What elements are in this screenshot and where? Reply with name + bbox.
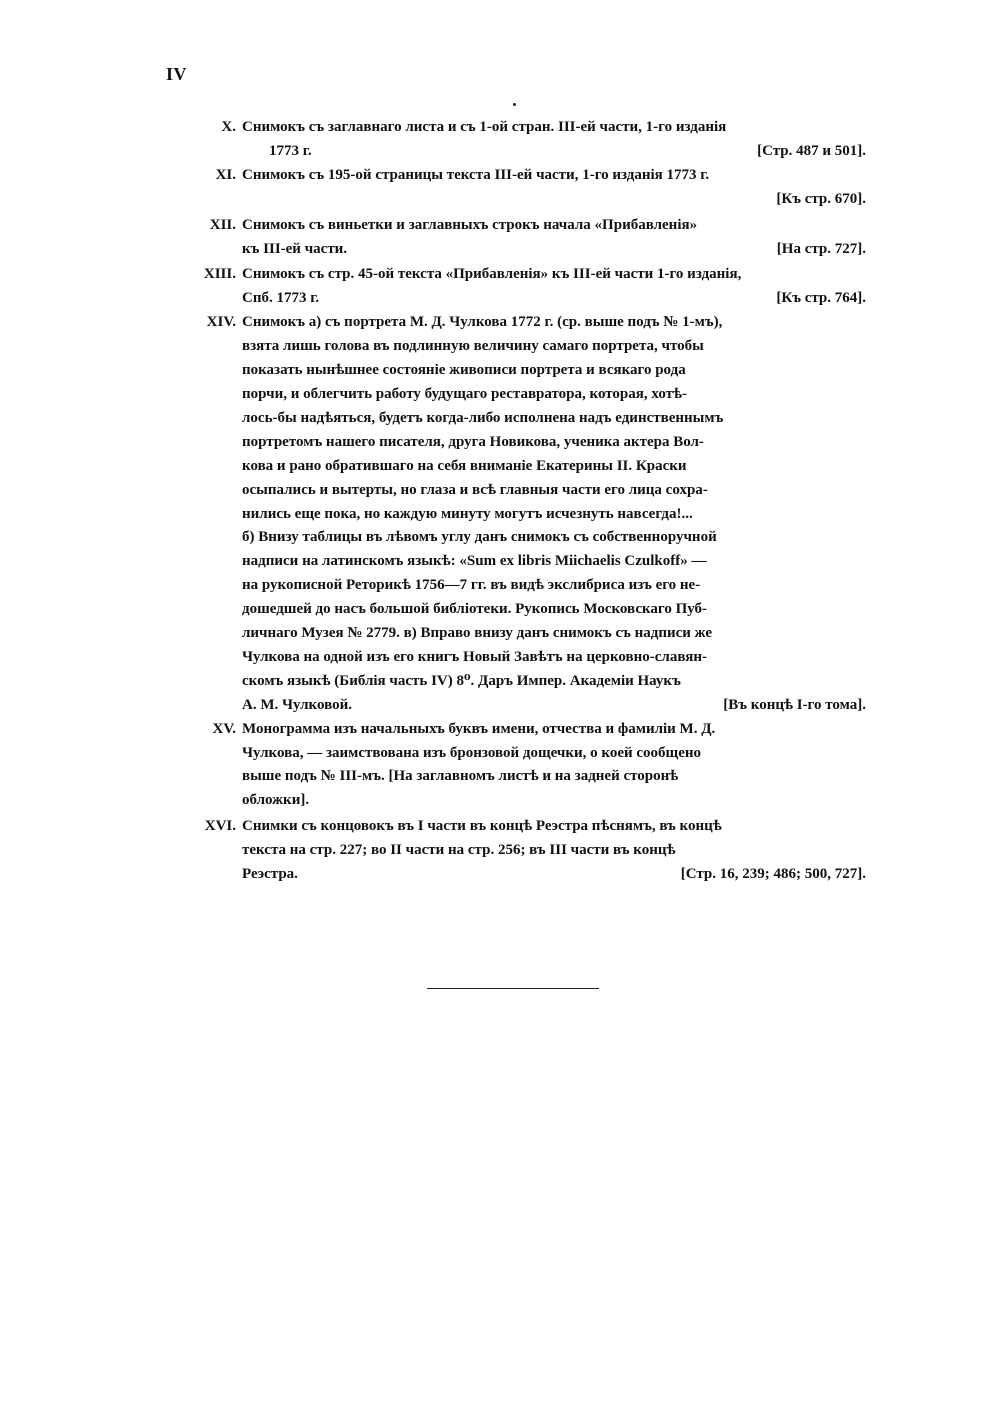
ink-dot xyxy=(513,103,516,106)
entry-xiii xyxy=(160,263,866,311)
entry-line: Спб. 1773 г. xyxy=(242,290,320,307)
entry-xii xyxy=(160,214,866,262)
entry-line: лось-бы надѣяться, будетъ когда-либо исполнена надъ единственнымъ xyxy=(242,409,724,426)
entry-xi xyxy=(160,164,866,212)
entry-line: Снимокъ съ стр. 45-ой текста «Прибавленія» къ III-ей части 1-го изданія, xyxy=(242,266,742,283)
entry-number: XVI. xyxy=(204,818,236,835)
entry-text xyxy=(242,214,866,262)
entry-line: текста на стр. 227; во II части на стр. 256; въ III части въ концѣ xyxy=(242,842,676,859)
entry-line: взята лишь голова въ подлинную величину самаго портрета, чтобы xyxy=(242,338,704,355)
entry-number: XI. xyxy=(215,166,236,183)
entry-line: порчи, и облегчить работу будущаго реставратора, которая, хотѣ- xyxy=(242,385,687,402)
entry-line: Реэстра. xyxy=(242,866,298,883)
entry-text xyxy=(242,116,866,164)
entry-line: скомъ языкѣ (Библія часть IV) 8⁰. Даръ Импер. Академіи Наукъ xyxy=(242,672,681,689)
entry-line: выше подъ № III-мъ. [На заглавномъ листѣ и на задней сторонѣ xyxy=(242,768,679,785)
entry-line: къ III-ей части. xyxy=(242,240,348,257)
entry-text xyxy=(242,164,866,212)
entry-number: XIII. xyxy=(203,266,236,283)
entry-line: А. М. Чулковой. xyxy=(242,696,353,713)
entry-line: портретомъ нашего писателя, друга Новикова, ученика актера Вол- xyxy=(242,433,704,450)
end-rule xyxy=(427,988,599,989)
entry-line: Снимки съ концовокъ въ I части въ концѣ Реэстра пѣснямъ, въ концѣ xyxy=(242,818,722,835)
page-number: IV xyxy=(166,64,188,84)
entry-text xyxy=(242,263,866,311)
page-reference: [Стр. 16, 239; 486; 500, 727]. xyxy=(680,866,866,883)
entry-line: кова и рано обратившаго на себя вниманіе Екатерины II. Краски xyxy=(242,457,687,474)
page-reference: [Стр. 487 и 501]. xyxy=(757,142,866,159)
entry-line: Снимокъ съ заглавнаго листа и съ 1-ой стран. III-ей части, 1-го изданія xyxy=(242,119,727,135)
entry-x xyxy=(160,116,866,164)
entry-number: X. xyxy=(221,119,236,135)
entry-line: обложки]. xyxy=(242,792,310,809)
entry-line: личнаго Музея № 2779. в) Вправо внизу данъ снимокъ съ надписи же xyxy=(242,625,712,642)
entry-line: надписи на латинскомъ языкѣ: «Sum ex libris Miichaelis Czulkoff» — xyxy=(242,553,707,570)
page-reference: [Къ стр. 764]. xyxy=(776,290,866,307)
entry-xvi xyxy=(160,815,866,887)
entry-line: Снимокъ съ 195-ой страницы текста III-ей части, 1-го изданія 1773 г. xyxy=(242,166,710,183)
page-reference: [Въ концѣ I-го тома]. xyxy=(723,696,866,713)
entry-line: б) Внизу таблицы въ лѣвомъ углу данъ снимокъ съ собственноручной xyxy=(242,529,717,546)
plate-list xyxy=(160,116,866,887)
entry-text xyxy=(242,311,866,717)
entry-text xyxy=(242,718,866,814)
entry-text xyxy=(242,815,866,887)
entry-line: осыпались и вытерты, но глаза и всѣ главныя части его лица сохра- xyxy=(242,481,708,498)
entry-number: XII. xyxy=(209,216,236,233)
entry-line: Снимокъ а) съ портрета М. Д. Чулкова 1772 г. (ср. выше подъ № 1-мъ), xyxy=(242,314,723,331)
page-reference: [На стр. 727]. xyxy=(776,240,866,257)
entry-line: Монограмма изъ начальныхъ буквъ имени, отчества и фамиліи М. Д. xyxy=(242,720,716,737)
entry-line: 1773 г. xyxy=(269,142,312,159)
entry-xiv xyxy=(160,311,866,717)
entry-number: XV. xyxy=(212,720,236,737)
entry-line: нились еще пока, но каждую минуту могутъ исчезнуть навсегда!... xyxy=(242,505,693,522)
entry-line: на рукописной Реторикѣ 1756—7 гг. въ видѣ экслибриса изъ его не- xyxy=(242,577,701,594)
entry-line: Снимокъ съ виньетки и заглавныхъ строкъ начала «Прибавленія» xyxy=(242,216,698,233)
page-reference: [Къ стр. 670]. xyxy=(776,190,866,207)
entry-number: XIV. xyxy=(206,314,236,331)
entry-line: дошедшей до насъ большой библіотеки. Рукопись Московскаго Пуб- xyxy=(242,601,708,618)
entry-line: показать нынѣшнее состояніе живописи портрета и всякаго рода xyxy=(242,362,686,379)
entry-line: Чулкова, — заимствована изъ бронзовой дощечки, о коей сообщено xyxy=(242,744,702,761)
entry-xv xyxy=(160,718,866,814)
entry-line: Чулкова на одной изъ его книгъ Новый Завѣтъ на церковно-славян- xyxy=(242,648,707,665)
